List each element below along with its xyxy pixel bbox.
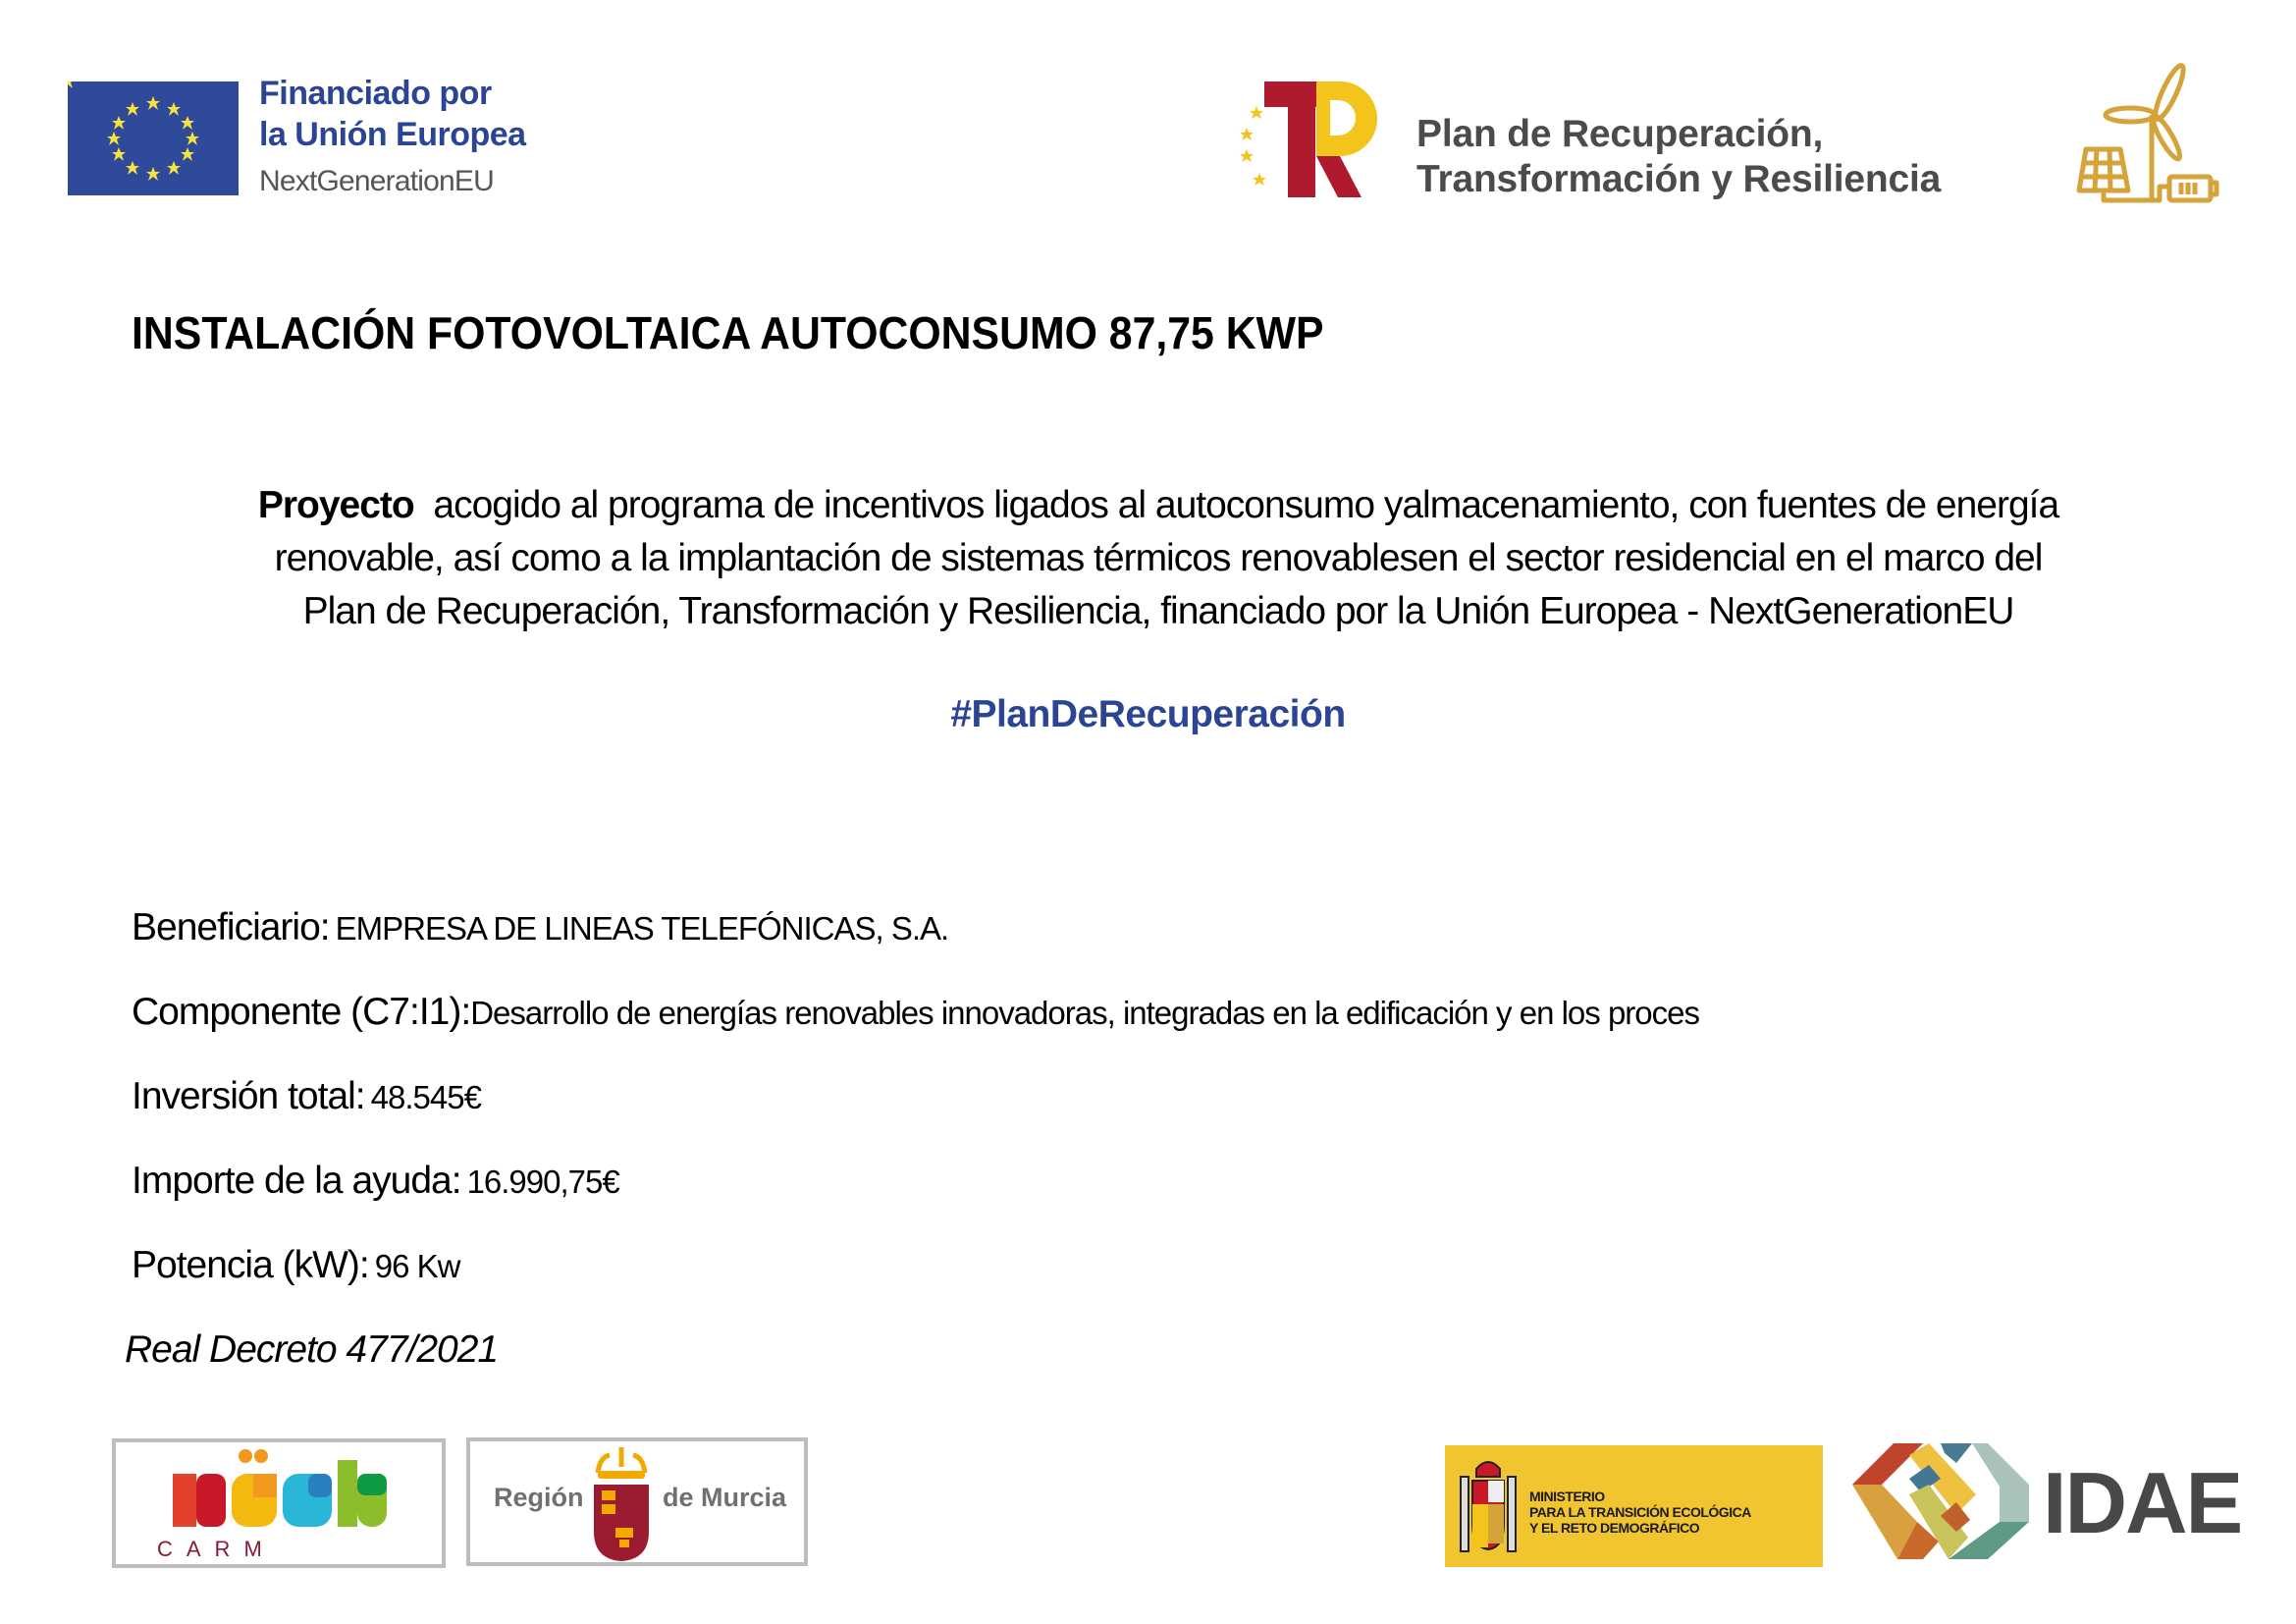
project-description [108,479,2209,638]
eu-flag-icon [68,81,239,195]
prtr-tr-logo-icon [1232,79,1389,201]
region-label: Región [494,1483,584,1512]
field-value: 96 Kw [374,1248,460,1284]
spain-coat-of-arms-icon [1459,1455,1518,1555]
description-line3: Plan de Recuperación, Transformación y Resiliencia, financiado por la Unión Europea - NextGenerationEU [302,590,2014,632]
field-value: Desarrollo de energías renovables innovadoras, integradas en la edificación y en los proces [470,995,1699,1031]
legal-reference: Real Decreto 477/2021 [125,1328,499,1371]
ministerio-logo [1445,1445,1823,1567]
field-inversion-total [132,1075,481,1118]
field-componente [132,991,1699,1034]
field-beneficiario [132,906,948,949]
field-value: EMPRESA DE LINEAS TELEFÓNICAS, S.A. [335,910,949,947]
ministerio-line1: MINISTERIO [1529,1489,1605,1504]
description-line2: renovable, así como a la implantación de sistemas térmicos renovablesen el sector residencial en el marco del [274,537,2043,579]
next-carm-logo-icon [112,1438,446,1568]
murcia-label: de Murcia [663,1483,787,1512]
prtr-plan-label: Plan de Recuperación, [1416,113,1824,155]
description-line1: acogido al programa de incentivos ligados al autoconsumo yalmacenamiento, con fuentes de energía [413,484,2059,526]
ministerio-line3: Y EL RETO DEMOGRÁFICO [1529,1520,1700,1536]
field-potencia [132,1244,459,1287]
idae-interlaced-logo-icon [1850,1439,2032,1567]
page-title: INSTALACIÓN FOTOVOLTAICA AUTOCONSUMO 87,75 KWP [132,307,1324,358]
field-label: Inversión total: [132,1075,365,1117]
field-value: 16.990,75€ [466,1164,619,1200]
ministerio-line2: PARA LA TRANSICIÓN ECOLÓGICA [1529,1504,1751,1520]
region-murcia-logo [466,1437,808,1566]
eu-stars [68,81,75,88]
idae-label: IDAE [2043,1454,2242,1551]
eu-nextgen-label: NextGenerationEU [259,165,494,197]
field-label: Componente (C7:I1): [132,991,471,1033]
field-label: Beneficiario: [132,906,330,948]
carm-label: CARM [157,1537,276,1561]
description-lead: Proyecto [257,484,414,526]
eu-union-label: la Unión Europea [259,116,526,153]
prtr-transformacion-label: Transformación y Resiliencia [1416,158,1942,200]
eu-financed-label: Financiado por [259,75,492,112]
wind-solar-battery-icon [2071,61,2228,213]
hashtag-label: #PlanDeRecuperación [950,693,1346,735]
field-label: Importe de la ayuda: [132,1160,461,1202]
field-importe-ayuda [132,1160,619,1203]
field-value: 48.545€ [370,1079,481,1115]
murcia-coat-of-arms-icon [590,1443,653,1563]
idae-logo [1850,1439,2243,1567]
field-label: Potencia (kW): [132,1244,369,1286]
